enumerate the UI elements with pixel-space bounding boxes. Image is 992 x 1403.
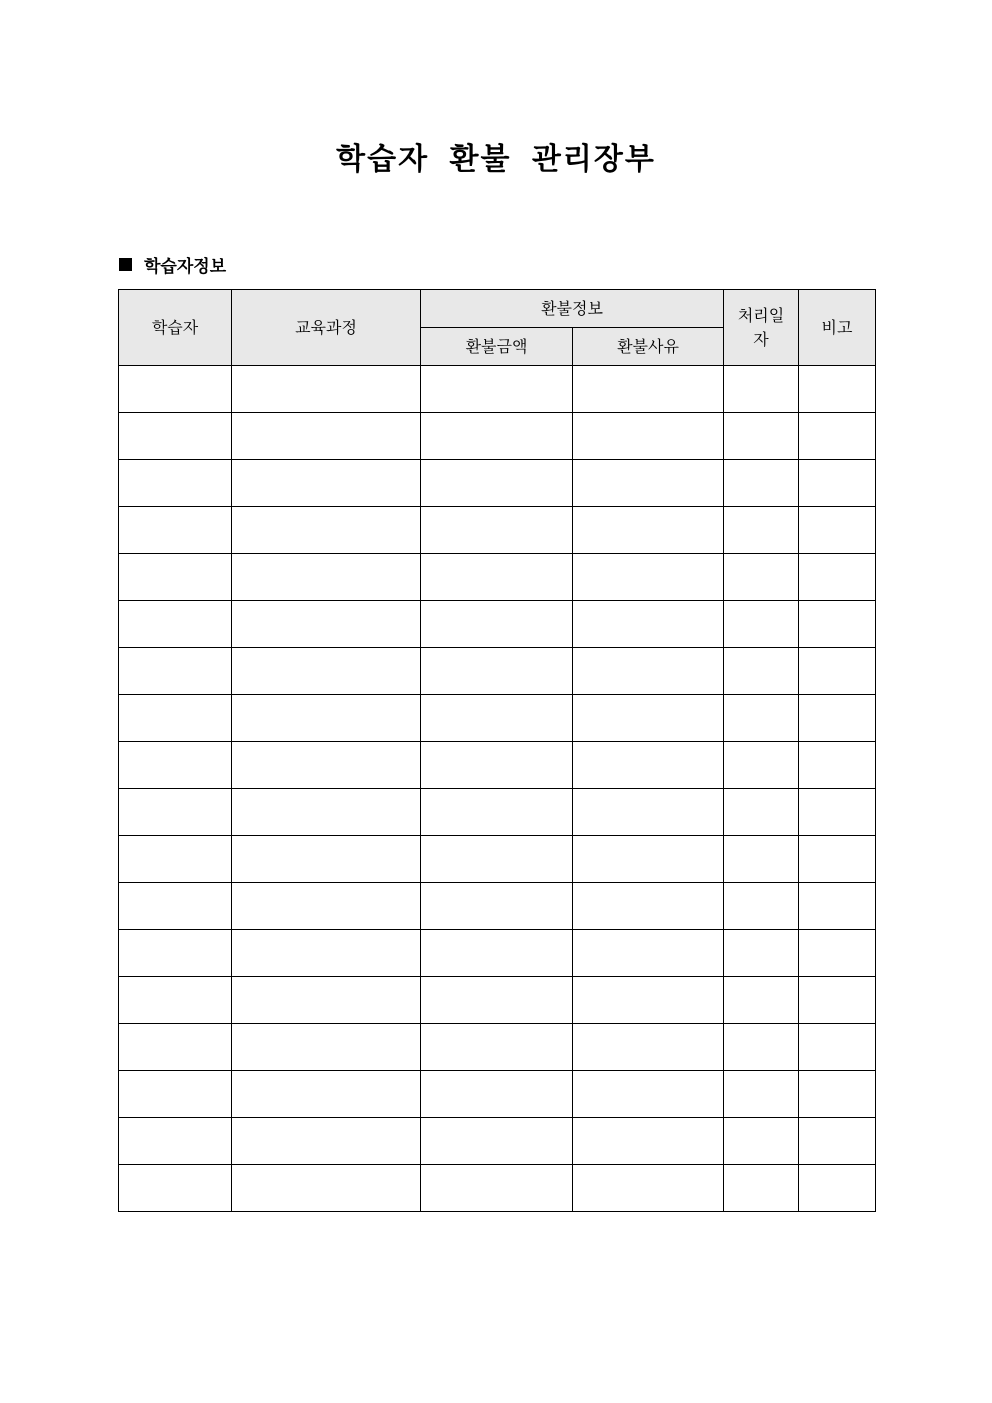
course-cell[interactable] [232, 977, 421, 1024]
refund-reason-cell[interactable] [573, 1118, 724, 1165]
course-cell[interactable] [232, 554, 421, 601]
refund-amount-cell[interactable] [421, 413, 573, 460]
course-cell[interactable] [232, 601, 421, 648]
remarks-cell[interactable] [799, 1165, 876, 1212]
refund-reason-cell[interactable] [573, 977, 724, 1024]
remarks-cell[interactable] [799, 507, 876, 554]
process-date-cell[interactable] [724, 366, 799, 413]
remarks-cell[interactable] [799, 1024, 876, 1071]
process-date-cell[interactable] [724, 554, 799, 601]
refund-amount-cell[interactable] [421, 883, 573, 930]
course-cell[interactable] [232, 930, 421, 977]
process-date-cell[interactable] [724, 460, 799, 507]
table-row [119, 413, 876, 460]
remarks-cell[interactable] [799, 366, 876, 413]
learner-cell[interactable] [119, 836, 232, 883]
section-heading-label: 학습자정보 [144, 257, 227, 277]
remarks-cell[interactable] [799, 883, 876, 930]
learner-cell[interactable] [119, 648, 232, 695]
refund-reason-cell[interactable] [573, 742, 724, 789]
refund-amount-cell[interactable] [421, 1165, 573, 1212]
remarks-cell[interactable] [799, 413, 876, 460]
process-date-cell[interactable] [724, 883, 799, 930]
process-date-cell[interactable] [724, 648, 799, 695]
refund-reason-cell[interactable] [573, 648, 724, 695]
remarks-cell[interactable] [799, 742, 876, 789]
course-cell[interactable] [232, 836, 421, 883]
remarks-cell[interactable] [799, 554, 876, 601]
process-date-cell[interactable] [724, 930, 799, 977]
table-row [119, 366, 876, 413]
refund-reason-cell[interactable] [573, 554, 724, 601]
remarks-cell[interactable] [799, 648, 876, 695]
process-date-cell[interactable] [724, 1024, 799, 1071]
refund-amount-cell[interactable] [421, 789, 573, 836]
learner-cell[interactable] [119, 742, 232, 789]
header-refund-info: 환불정보 [421, 290, 724, 328]
remarks-cell[interactable] [799, 695, 876, 742]
process-date-cell[interactable] [724, 1165, 799, 1212]
header-course: 교육과정 [232, 290, 421, 366]
course-cell[interactable] [232, 1024, 421, 1071]
table-row [119, 836, 876, 883]
learner-cell[interactable] [119, 789, 232, 836]
refund-amount-cell[interactable] [421, 930, 573, 977]
refund-amount-cell[interactable] [421, 695, 573, 742]
table-row [119, 554, 876, 601]
process-date-cell[interactable] [724, 836, 799, 883]
refund-reason-cell[interactable] [573, 413, 724, 460]
header-remarks: 비고 [799, 290, 876, 366]
learner-cell[interactable] [119, 1118, 232, 1165]
course-cell[interactable] [232, 648, 421, 695]
table-row [119, 648, 876, 695]
learner-cell[interactable] [119, 695, 232, 742]
process-date-cell[interactable] [724, 742, 799, 789]
process-date-cell[interactable] [724, 977, 799, 1024]
remarks-cell[interactable] [799, 460, 876, 507]
process-date-cell[interactable] [724, 507, 799, 554]
table-row [119, 695, 876, 742]
refund-reason-cell[interactable] [573, 836, 724, 883]
header-refund-amount: 환불금액 [421, 328, 573, 366]
refund-reason-cell[interactable] [573, 366, 724, 413]
learner-cell[interactable] [119, 1165, 232, 1212]
refund-amount-cell[interactable] [421, 1118, 573, 1165]
refund-reason-cell[interactable] [573, 789, 724, 836]
refund-amount-cell[interactable] [421, 1024, 573, 1071]
table-row [119, 789, 876, 836]
course-cell[interactable] [232, 1165, 421, 1212]
table-row [119, 507, 876, 554]
header-refund-reason: 환불사유 [573, 328, 724, 366]
refund-reason-cell[interactable] [573, 460, 724, 507]
remarks-cell[interactable] [799, 1118, 876, 1165]
remarks-cell[interactable] [799, 601, 876, 648]
learner-cell[interactable] [119, 1071, 232, 1118]
refund-reason-cell[interactable] [573, 883, 724, 930]
table-row [119, 883, 876, 930]
learner-cell[interactable] [119, 366, 232, 413]
course-cell[interactable] [232, 883, 421, 930]
refund-ledger-table [118, 289, 876, 1212]
remarks-cell[interactable] [799, 930, 876, 977]
table-row [119, 1024, 876, 1071]
process-date-cell[interactable] [724, 695, 799, 742]
learner-cell[interactable] [119, 930, 232, 977]
course-cell[interactable] [232, 460, 421, 507]
process-date-cell[interactable] [724, 789, 799, 836]
course-cell[interactable] [232, 507, 421, 554]
learner-cell[interactable] [119, 1024, 232, 1071]
learner-cell[interactable] [119, 460, 232, 507]
table-row [119, 977, 876, 1024]
refund-amount-cell[interactable] [421, 977, 573, 1024]
process-date-cell[interactable] [724, 413, 799, 460]
refund-amount-cell[interactable] [421, 742, 573, 789]
refund-amount-cell[interactable] [421, 460, 573, 507]
table-row [119, 742, 876, 789]
course-cell[interactable] [232, 742, 421, 789]
refund-amount-cell[interactable] [421, 507, 573, 554]
header-learner: 학습자 [119, 290, 232, 366]
square-bullet-icon [119, 258, 132, 271]
process-date-cell[interactable] [724, 1071, 799, 1118]
refund-amount-cell[interactable] [421, 601, 573, 648]
learner-cell[interactable] [119, 413, 232, 460]
section-heading [119, 252, 226, 277]
course-cell[interactable] [232, 413, 421, 460]
refund-reason-cell[interactable] [573, 1165, 724, 1212]
page-title: 학습자 환불 관리장부 [336, 142, 656, 177]
refund-amount-cell[interactable] [421, 836, 573, 883]
table-row [119, 930, 876, 977]
course-cell[interactable] [232, 366, 421, 413]
learner-cell[interactable] [119, 507, 232, 554]
refund-reason-cell[interactable] [573, 507, 724, 554]
table-row [119, 1071, 876, 1118]
course-cell[interactable] [232, 1118, 421, 1165]
learner-cell[interactable] [119, 601, 232, 648]
refund-amount-cell[interactable] [421, 1071, 573, 1118]
table-row [119, 1165, 876, 1212]
refund-amount-cell[interactable] [421, 554, 573, 601]
refund-reason-cell[interactable] [573, 601, 724, 648]
remarks-cell[interactable] [799, 1071, 876, 1118]
course-cell[interactable] [232, 789, 421, 836]
process-date-cell[interactable] [724, 1118, 799, 1165]
table-header-row [119, 290, 876, 328]
remarks-cell[interactable] [799, 789, 876, 836]
refund-reason-cell[interactable] [573, 1024, 724, 1071]
table-body [119, 366, 876, 1212]
remarks-cell[interactable] [799, 836, 876, 883]
table-row [119, 601, 876, 648]
learner-cell[interactable] [119, 883, 232, 930]
course-cell[interactable] [232, 1071, 421, 1118]
learner-cell[interactable] [119, 554, 232, 601]
header-process-date: 처리일자 [724, 290, 799, 366]
remarks-cell[interactable] [799, 977, 876, 1024]
refund-reason-cell[interactable] [573, 1071, 724, 1118]
refund-reason-cell[interactable] [573, 695, 724, 742]
learner-cell[interactable] [119, 977, 232, 1024]
table-row [119, 460, 876, 507]
refund-amount-cell[interactable] [421, 366, 573, 413]
course-cell[interactable] [232, 695, 421, 742]
table-row [119, 1118, 876, 1165]
refund-amount-cell[interactable] [421, 648, 573, 695]
refund-reason-cell[interactable] [573, 930, 724, 977]
process-date-cell[interactable] [724, 601, 799, 648]
